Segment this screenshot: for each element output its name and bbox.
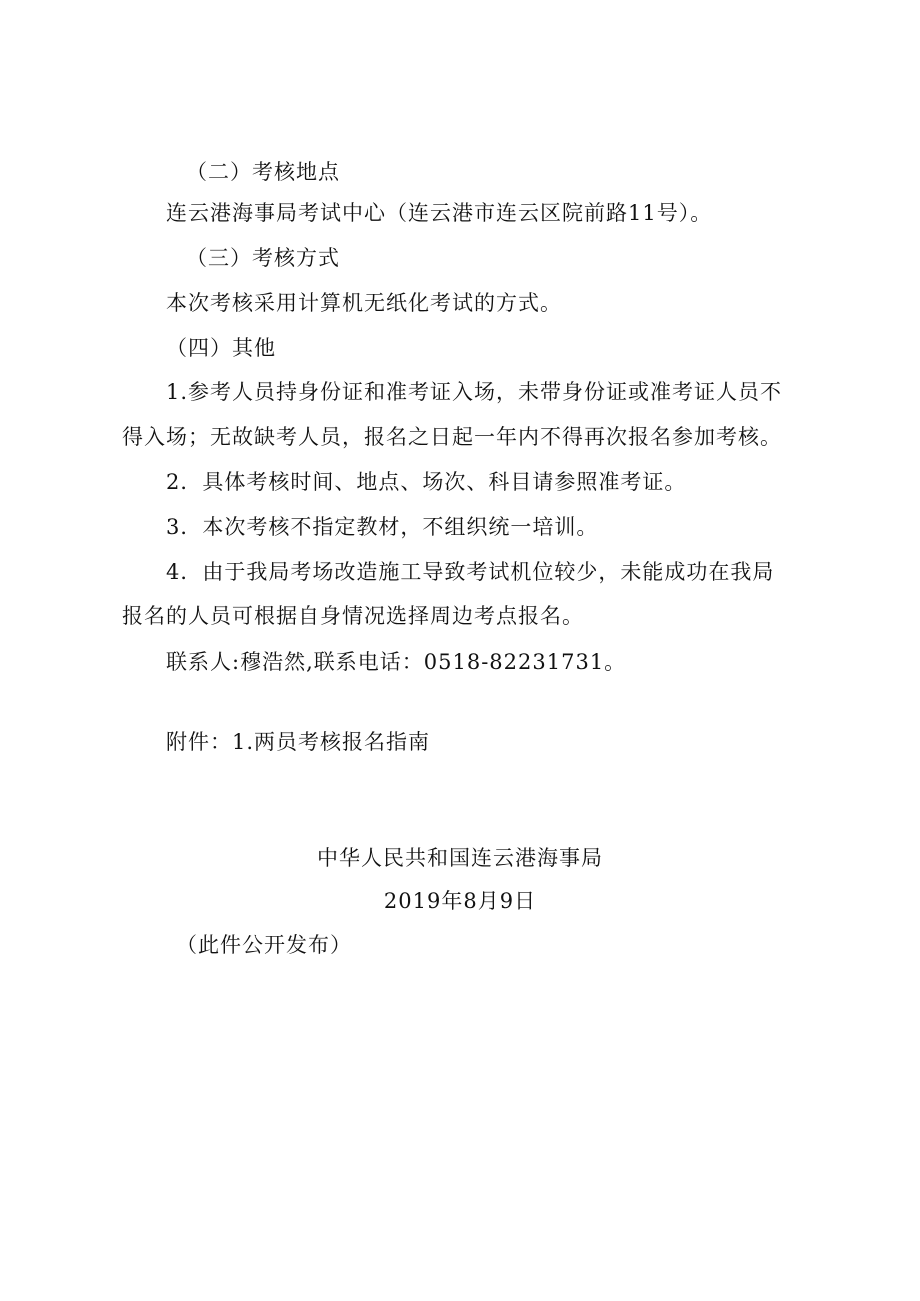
method-heading: （三）考核方式 (186, 246, 340, 270)
location-heading: （二）考核地点 (186, 160, 340, 184)
item-3: 3．本次考核不指定教材，不组织统一培训。 (166, 515, 599, 539)
item-1-line-1: 1.参考人员持身份证和准考证入场，未带身份证或准考证人员不 (166, 380, 783, 404)
location-text: 连云港海事局考试中心（连云港市连云区院前路11号）。 (166, 201, 713, 225)
item-1-line-2: 得入场；无故缺考人员，报名之日起一年内不得再次报名参加考核。 (122, 425, 782, 449)
other-heading: （四）其他 (166, 336, 276, 360)
item-2: 2．具体考核时间、地点、场次、科目请参照准考证。 (166, 470, 687, 494)
signature-date: 2019年8月9日 (383, 889, 537, 913)
contact-line: 联系人:穆浩然,联系电话：0518-82231731。 (166, 650, 627, 674)
item-4-line-1: 4．由于我局考场改造施工导致考试机位较少，未能成功在我局 (166, 560, 775, 584)
item-4-line-2: 报名的人员可根据自身情况选择周边考点报名。 (122, 604, 584, 628)
signature-organization: 中华人民共和国连云港海事局 (317, 846, 603, 870)
publication-note: （此件公开发布） (176, 933, 352, 957)
attachment-line: 附件：1.两员考核报名指南 (166, 730, 431, 754)
method-text: 本次考核采用计算机无纸化考试的方式。 (166, 291, 562, 315)
